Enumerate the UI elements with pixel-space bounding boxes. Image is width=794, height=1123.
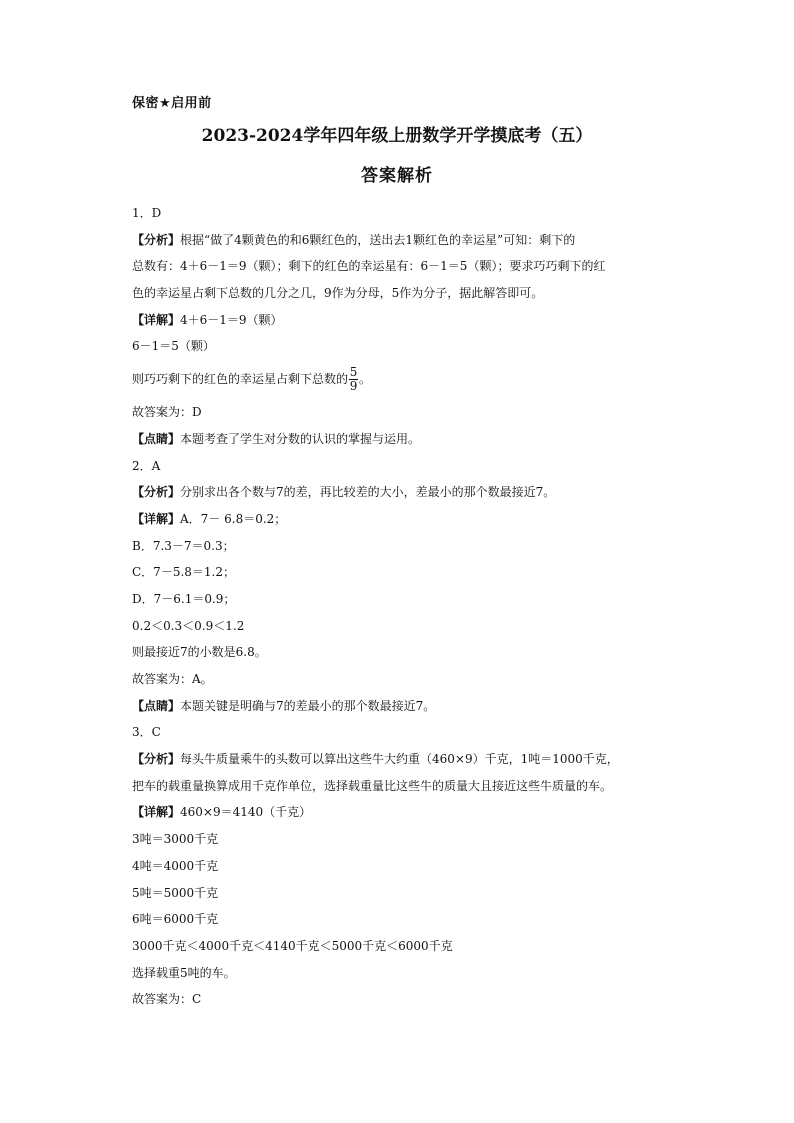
q1-final-answer: 故答案为：D: [132, 405, 202, 420]
q1-analysis-line-3: 色的幸运星占剩下总数的几分之几，9作为分母，5作为分子，据此解答即可。: [132, 286, 544, 301]
q3-detail-tag: 【详解】: [132, 805, 181, 820]
q1-analysis-line-1: [132, 227, 677, 254]
q1-analysis-text-1: 根据“做了4颗黄色的和6颗红色的，送出去1颗红色的幸运星”可知：剩下的: [180, 232, 576, 247]
q1-detail-tag: 【详解】: [132, 312, 181, 327]
page-subtitle: 答案解析: [361, 166, 433, 186]
q2-analysis-line: [132, 479, 677, 506]
q2-detail-line-c: C．7－5.8＝1.2；: [132, 565, 235, 580]
q2-final-answer: 故答案为：A。: [132, 672, 213, 686]
q2-detail-line-a: [132, 506, 677, 533]
q3-answer: 3．C: [132, 725, 161, 740]
q1-answer: 1．D: [132, 206, 162, 220]
q3-conversion-3: 3吨＝3000千克: [132, 832, 219, 847]
q1-comment-text: 本题考查了学生对分数的认识的掌握与运用。: [180, 431, 421, 446]
q2-conclusion: 则最接近7的小数是6.8。: [132, 645, 267, 660]
q2-answer: 2．A: [132, 458, 161, 473]
q3-analysis-line-1: [132, 746, 677, 773]
q1-conclusion-suffix: 。: [359, 372, 372, 387]
q2-analysis-text: 分别求出各个数与7的差，再比较差的大小，差最小的那个数最接近7。: [180, 485, 556, 500]
q1-detail-line-2: 6－1＝5（颗）: [132, 339, 215, 354]
q3-final-answer: 故答案为：C: [132, 992, 202, 1007]
q3-conversion-5: 5吨＝5000千克: [132, 885, 219, 900]
q1-analysis-line-2: 总数有：4＋6－1＝9（颗）；剩下的红色的幸运星有：6－1＝5（颗）；要求巧巧剩下的红: [132, 259, 606, 274]
q3-compare-line: 3000千克＜4000千克＜4140千克＜5000千克＜6000千克: [132, 938, 453, 953]
q1-conclusion-prefix: 则巧巧剩下的红色的幸运星占剩下总数的: [132, 372, 349, 387]
q3-detail-line-1: [132, 799, 677, 826]
q3-detail-text-1: 460×9＝4140（千克）: [180, 805, 312, 820]
q2-detail-text-a: A．7－ 6.8＝0.2；: [180, 511, 287, 526]
q1-detail-text-1: 4＋6－1＝9（颗）: [180, 312, 283, 327]
answer-body: [132, 200, 677, 1013]
q2-comment-tag: 【点睛】: [132, 698, 181, 713]
q3-conclusion: 选择载重5吨的车。: [132, 965, 236, 980]
q2-compare-line: 0.2＜0.3＜0.9＜1.2: [132, 618, 245, 633]
q1-comment-line: [132, 426, 677, 453]
q3-conversion-6: 6吨＝6000千克: [132, 912, 219, 927]
q2-detail-line-b: B．7.3－7＝0.3；: [132, 538, 235, 553]
q2-comment-line: [132, 693, 677, 720]
q1-comment-tag: 【点睛】: [132, 431, 181, 446]
q3-analysis-tag: 【分析】: [132, 752, 181, 767]
q1-conclusion-line: [132, 360, 677, 399]
confidential-label: 保密★启用前: [132, 96, 212, 111]
q1-detail-line-1: [132, 307, 677, 334]
q2-detail-tag: 【详解】: [132, 511, 181, 526]
q3-analysis-text-1: 每头牛质量乘牛的头数可以算出这些牛大约重（460×9）千克，1吨＝1000千克，: [180, 752, 619, 767]
q2-analysis-tag: 【分析】: [132, 485, 181, 500]
q3-analysis-line-2: 把车的载重量换算成用千克作单位，选择载重量比这些牛的质量大且接近这些牛质量的车。: [132, 778, 613, 793]
q1-fraction-numerator: 5: [349, 365, 358, 380]
q3-conversion-4: 4吨＝4000千克: [132, 858, 219, 873]
q1-analysis-tag: 【分析】: [132, 232, 181, 247]
q2-comment-text: 本题关键是明确与7的差最小的那个数最接近7。: [180, 698, 436, 713]
q1-fraction: [349, 366, 358, 393]
q1-fraction-denominator: 9: [349, 379, 358, 394]
page-title: 2023-2024学年四年级上册数学开学摸底考（五）: [201, 126, 593, 146]
q2-detail-line-d: D．7－6.1＝0.9；: [132, 591, 236, 606]
